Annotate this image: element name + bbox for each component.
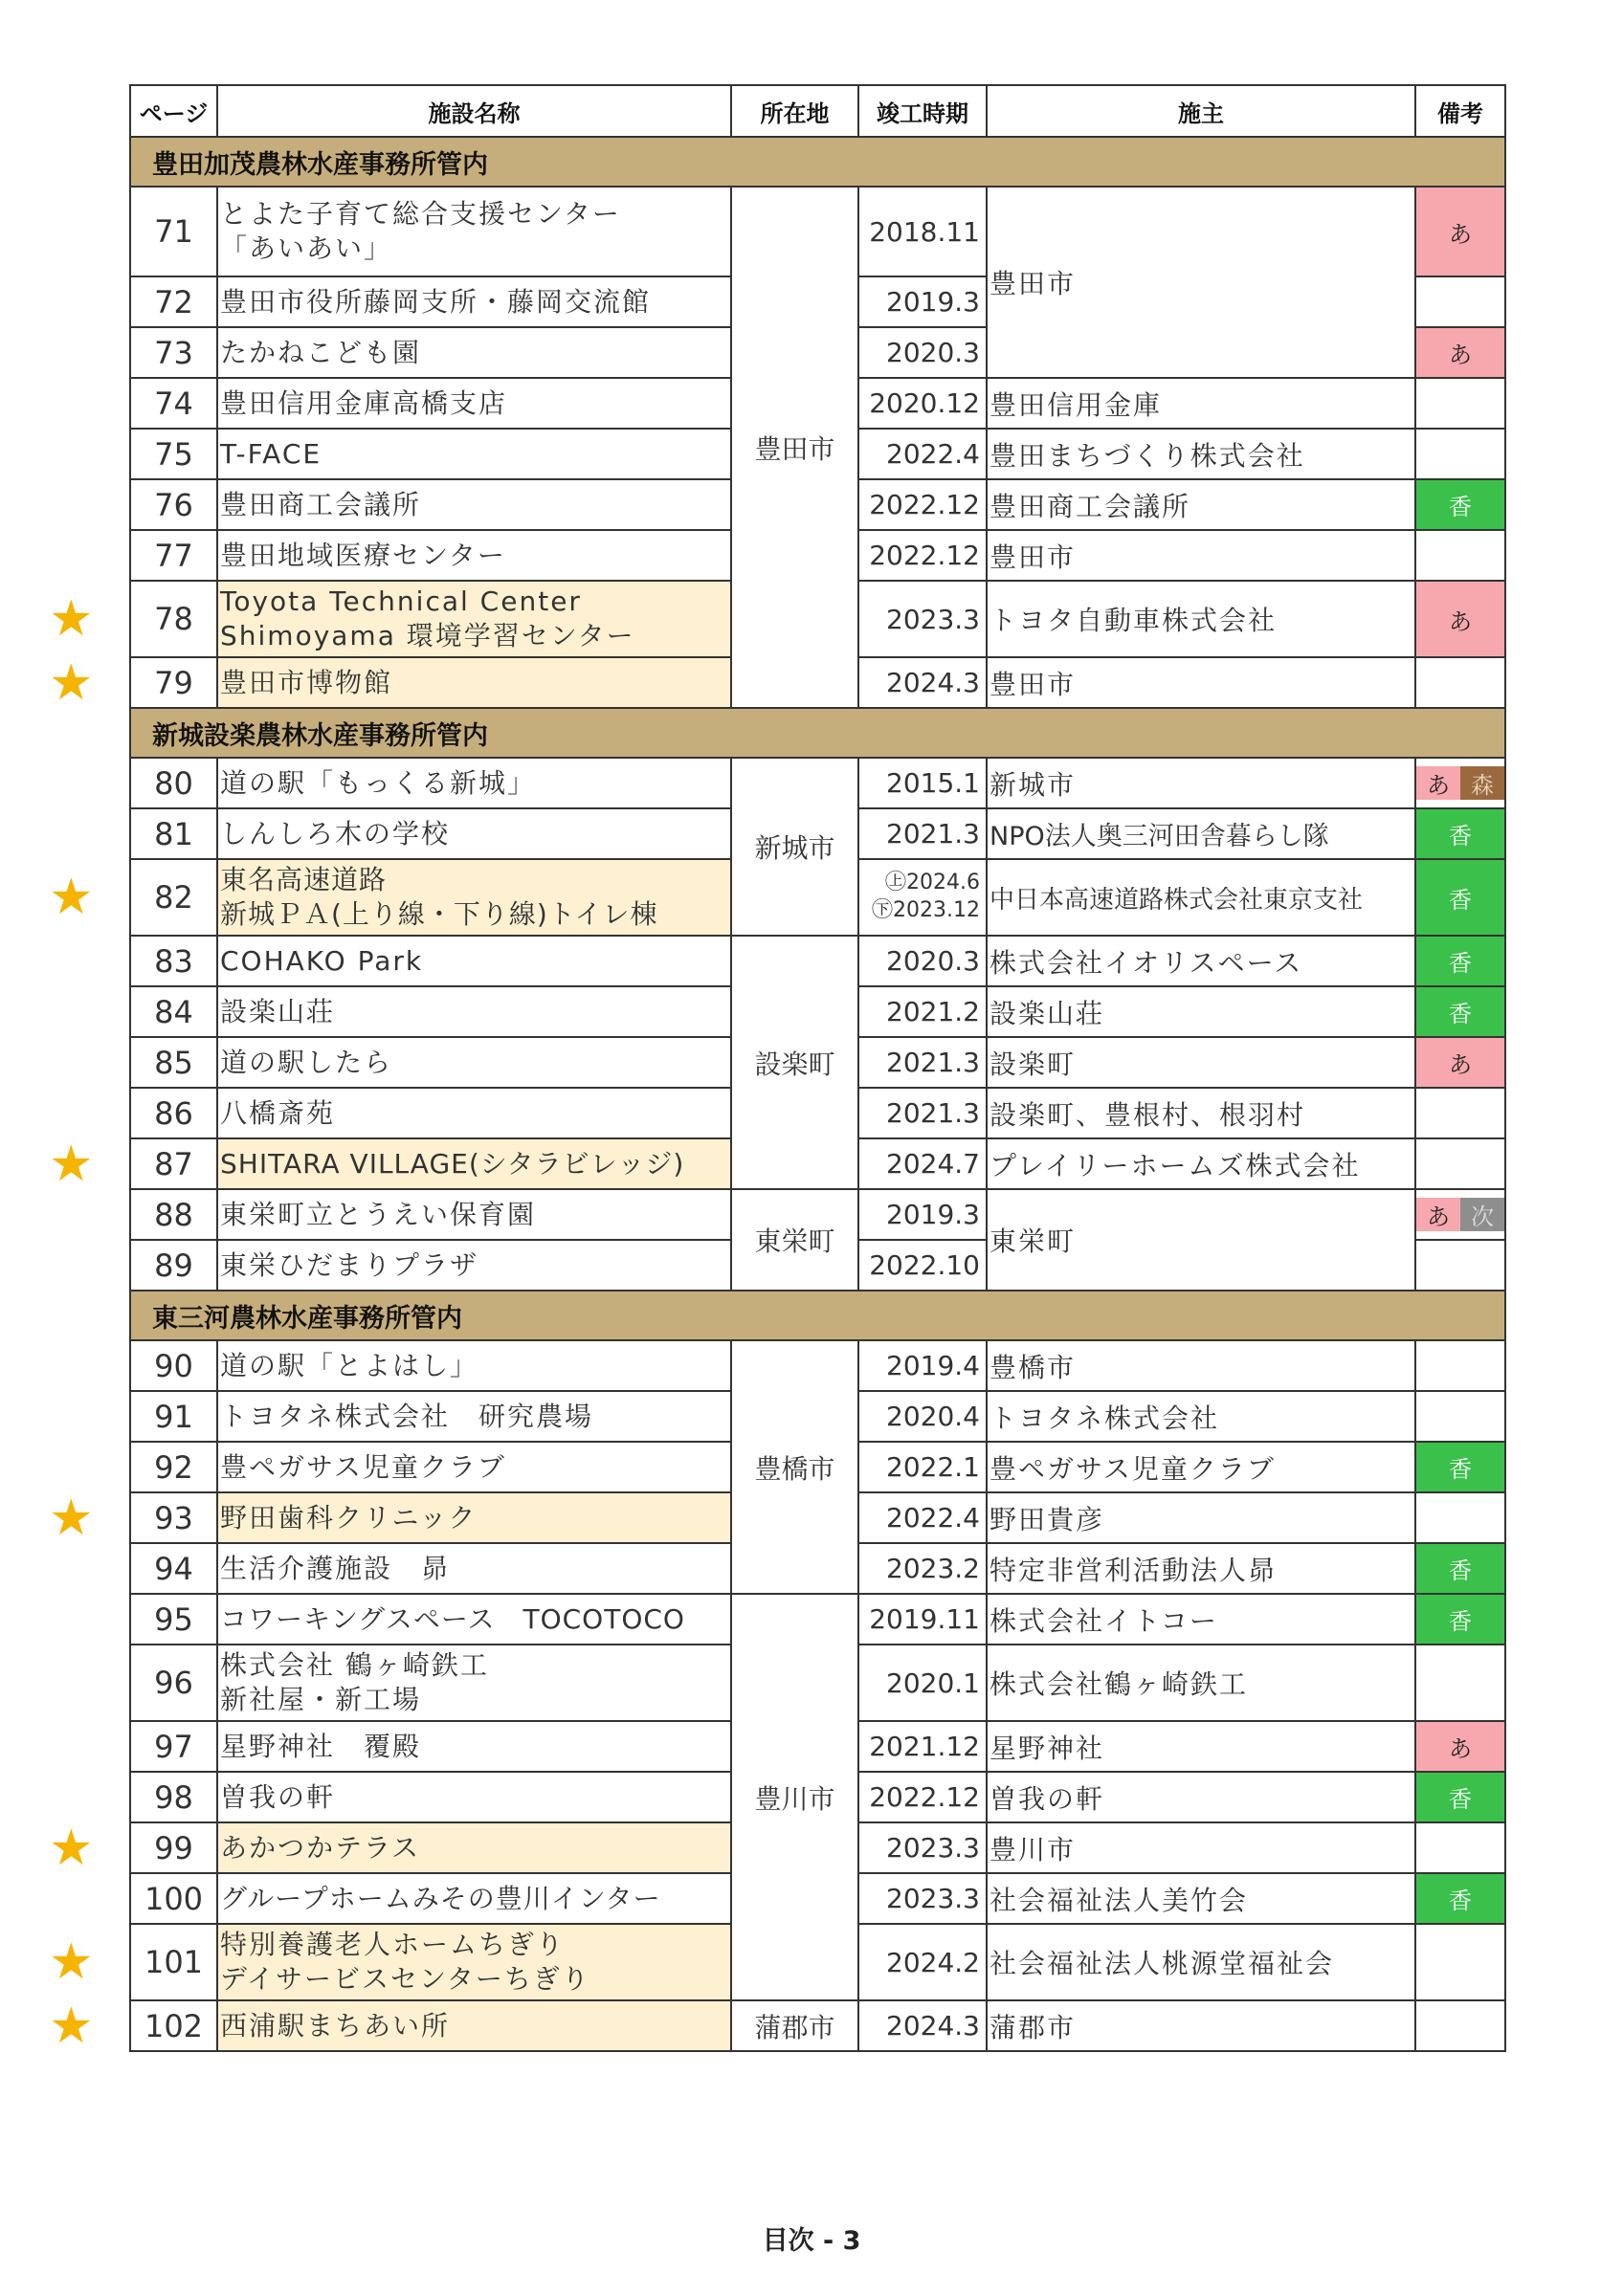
header-owner: 施主 (987, 85, 1415, 137)
completion-date: 2018.11 (858, 187, 987, 276)
page-number: 71 (130, 187, 217, 276)
facility-name: グループホームみその豊川インター (217, 1873, 731, 1924)
remark-badge (1415, 1645, 1505, 1721)
section-title: 東三河農林水産事務所管内 (130, 1291, 1505, 1340)
owner-cell: プレイリーホームズ株式会社 (987, 1138, 1415, 1189)
owner-cell: 豊田信用金庫 (987, 378, 1415, 429)
completion-date: 2024.3 (858, 657, 987, 708)
completion-date: 2015.1 (858, 758, 987, 808)
owner-cell: 蒲郡市 (987, 2000, 1415, 2051)
remark-badge (1415, 758, 1505, 808)
facility-name: Toyota Technical Center Shimoyama 環境学習センター (217, 581, 731, 657)
star-icon: ★ (49, 653, 94, 712)
table-row (130, 187, 1505, 276)
facility-name: 生活介護施設 昴 (217, 1543, 731, 1594)
facility-name: トヨタネ株式会社 研究農場 (217, 1391, 731, 1442)
page-number: 85 (130, 1037, 217, 1088)
remark-badge: 香 (1415, 1442, 1505, 1492)
page-number (49, 1997, 217, 2055)
facility-name: COHAKO Park (217, 936, 731, 986)
page-number (49, 1135, 217, 1193)
facility-name: 豊田商工会議所 (217, 479, 731, 530)
page-number (49, 1489, 217, 1547)
completion-date: 2020.3 (858, 327, 987, 378)
remark-tag: あ (1416, 766, 1460, 800)
remark-tag: あ (1416, 1198, 1460, 1231)
remark-tag: 次 (1460, 1198, 1504, 1231)
owner-cell: 新城市 (987, 758, 1415, 808)
star-icon: ★ (49, 1933, 94, 1991)
location-cell: 設楽町 (731, 936, 858, 1189)
facility-name: しんしろ木の学校 (217, 808, 731, 859)
facility-name: SHITARA VILLAGE(シタラビレッジ) (217, 1138, 731, 1189)
completion-date: 2022.12 (858, 530, 987, 581)
completion-date: 2024.7 (858, 1138, 987, 1189)
page-number: 73 (130, 327, 217, 378)
facility-name: 西浦駅まちあい所 (217, 2000, 731, 2051)
remark-badge (1415, 1088, 1505, 1138)
completion-date: 2022.4 (858, 1492, 987, 1543)
owner-cell: 株式会社鶴ヶ崎鉄工 (987, 1645, 1415, 1721)
owner-cell: 設楽山荘 (987, 986, 1415, 1037)
owner-cell: 社会福祉法人桃源堂福祉会 (987, 1924, 1415, 2000)
location-cell: 豊川市 (731, 1594, 858, 2000)
header-remarks: 備考 (1415, 85, 1505, 137)
facility-name: 豊田市役所藤岡支所・藤岡交流館 (217, 276, 731, 327)
remark-badge: あ (1415, 581, 1505, 657)
page-number-text: 82 (154, 879, 193, 916)
star-icon: ★ (49, 1819, 94, 1877)
remark-badge (1415, 1822, 1505, 1873)
facility-name: とよた子育て総合支援センター 「あいあい」 (217, 187, 731, 276)
completion-date: 2020.3 (858, 936, 987, 986)
remark-badge: 香 (1415, 479, 1505, 530)
completion-date: 2020.4 (858, 1391, 987, 1442)
page-number: 76 (130, 479, 217, 530)
completion-date: ㊤2024.6 ㊦2023.12 (858, 859, 987, 936)
star-icon: ★ (49, 590, 94, 648)
location-cell: 東栄町 (731, 1189, 858, 1291)
owner-cell: 豊橋市 (987, 1340, 1415, 1391)
facility-name: 東栄ひだまりプラザ (217, 1240, 731, 1291)
owner-cell: 設楽町、豊根村、根羽村 (987, 1088, 1415, 1138)
page-number: 75 (130, 429, 217, 479)
facility-name: コワーキングスペース TOCOTOCO (217, 1594, 731, 1645)
owner-cell: 社会福祉法人美竹会 (987, 1873, 1415, 1924)
remark-tag: 森 (1460, 766, 1504, 800)
page-number: 100 (130, 1873, 217, 1924)
facility-name: 道の駅したら (217, 1037, 731, 1088)
page-number-text: 78 (154, 601, 193, 637)
remark-badge: 香 (1415, 859, 1505, 936)
remark-badge (1415, 1240, 1505, 1291)
section-row (130, 708, 1505, 758)
completion-date: 2024.2 (858, 1924, 987, 2000)
page-number: 91 (130, 1391, 217, 1442)
owner-cell: 株式会社イオリスペース (987, 936, 1415, 986)
page-number: 98 (130, 1772, 217, 1822)
page-number: 80 (130, 758, 217, 808)
page-number-text: 99 (154, 1829, 193, 1866)
section-row (130, 1291, 1505, 1340)
remark-badge: 香 (1415, 936, 1505, 986)
owner-cell: トヨタ自動車株式会社 (987, 581, 1415, 657)
page-number: 90 (130, 1340, 217, 1391)
location-cell: 蒲郡市 (731, 2000, 858, 2051)
remark-badge (1415, 1391, 1505, 1442)
page-number: 88 (130, 1189, 217, 1240)
completion-date: 2019.3 (858, 276, 987, 327)
page-number: 81 (130, 808, 217, 859)
page-number-text: 87 (154, 1145, 193, 1182)
completion-date: 2022.12 (858, 1772, 987, 1822)
header-completed: 竣工時期 (858, 85, 987, 137)
page-number: 77 (130, 530, 217, 581)
completion-date: 2019.4 (858, 1340, 987, 1391)
completion-date: 2023.3 (858, 1873, 987, 1924)
star-icon: ★ (49, 1489, 94, 1547)
owner-cell: 株式会社イトコー (987, 1594, 1415, 1645)
table-row (130, 1189, 1505, 1240)
star-icon: ★ (49, 869, 94, 926)
completion-date: 2019.3 (858, 1189, 987, 1240)
owner-cell: 野田貴彦 (987, 1492, 1415, 1543)
facility-name: あかつかテラス (217, 1822, 731, 1873)
owner-cell: 豊田市 (987, 187, 1415, 378)
owner-cell: NPO法人奥三河田舎暮らし隊 (987, 808, 1415, 859)
remark-badge (1415, 2000, 1505, 2051)
completion-date: 2021.3 (858, 808, 987, 859)
completion-date: 2020.12 (858, 378, 987, 429)
facility-name: T-FACE (217, 429, 731, 479)
page-number: 97 (130, 1721, 217, 1772)
star-icon: ★ (49, 1997, 94, 2055)
owner-cell: 豊田商工会議所 (987, 479, 1415, 530)
page-number-text: 93 (154, 1499, 193, 1536)
remark-badge (1415, 1924, 1505, 2000)
page-footer: 目次 - 3 (762, 2226, 861, 2256)
remark-badge: あ (1415, 1721, 1505, 1772)
owner-cell: 豊田市 (987, 530, 1415, 581)
table-row (130, 2000, 1505, 2051)
remark-badge: 香 (1415, 1772, 1505, 1822)
page-number-text: 79 (154, 664, 193, 701)
page-number (49, 859, 217, 936)
page-number-text: 102 (144, 2007, 204, 2044)
facility-name: 豊田信用金庫高橋支店 (217, 378, 731, 429)
facility-name: 道の駅「もっくる新城」 (217, 758, 731, 808)
owner-cell: 豊田まちづくり株式会社 (987, 429, 1415, 479)
completion-date: 2020.1 (858, 1645, 987, 1721)
remark-badge (1415, 1138, 1505, 1189)
owner-cell: 特定非営利活動法人昴 (987, 1543, 1415, 1594)
remark-badge (1415, 429, 1505, 479)
completion-date: 2023.3 (858, 1822, 987, 1873)
section-title: 豊田加茂農林水産事務所管内 (130, 137, 1505, 187)
facility-name: たかねこども園 (217, 327, 731, 378)
location-cell: 豊橋市 (731, 1340, 858, 1594)
table-row (130, 758, 1505, 808)
owner-cell: 豊ペガサス児童クラブ (987, 1442, 1415, 1492)
location-cell: 豊田市 (731, 187, 858, 708)
page-number: 92 (130, 1442, 217, 1492)
owner-cell: 設楽町 (987, 1037, 1415, 1088)
header-location: 所在地 (731, 85, 858, 137)
completion-date: 2021.12 (858, 1721, 987, 1772)
completion-date: 2021.3 (858, 1037, 987, 1088)
page-number: 83 (130, 936, 217, 986)
owner-cell: 星野神社 (987, 1721, 1415, 1772)
completion-date: 2022.10 (858, 1240, 987, 1291)
remark-badge: 香 (1415, 986, 1505, 1037)
owner-cell: 東栄町 (987, 1189, 1415, 1291)
facility-name: 星野神社 覆殿 (217, 1721, 731, 1772)
page-number (49, 581, 217, 657)
owner-cell: 豊田市 (987, 657, 1415, 708)
remark-badge (1415, 1340, 1505, 1391)
page-number: 72 (130, 276, 217, 327)
remark-badge (1415, 378, 1505, 429)
completion-date: 2023.2 (858, 1543, 987, 1594)
facility-name: 東名高速道路 新城ＰＡ(上り線・下り線)トイレ棟 (217, 859, 731, 936)
completion-date: 2021.3 (858, 1088, 987, 1138)
facility-name: 株式会社 鶴ヶ崎鉄工 新社屋・新工場 (217, 1645, 731, 1721)
remark-badge: あ (1415, 187, 1505, 276)
table-row (130, 1340, 1505, 1391)
remark-badge: あ (1415, 327, 1505, 378)
header-name: 施設名称 (217, 85, 731, 137)
remark-badge (1415, 1189, 1505, 1240)
star-icon: ★ (49, 1135, 94, 1193)
location-cell: 新城市 (731, 758, 858, 936)
facility-name: 豊田地域医療センター (217, 530, 731, 581)
remark-badge: 香 (1415, 808, 1505, 859)
page-number: 96 (130, 1645, 217, 1721)
facility-name: 特別養護老人ホームちぎり デイサービスセンターちぎり (217, 1924, 731, 2000)
page-number: 84 (130, 986, 217, 1037)
page-number (49, 1819, 217, 1877)
completion-date: 2022.12 (858, 479, 987, 530)
owner-cell: 中日本高速道路株式会社東京支社 (987, 859, 1415, 936)
owner-cell: トヨタネ株式会社 (987, 1391, 1415, 1442)
remark-badge: 香 (1415, 1543, 1505, 1594)
page-number: 89 (130, 1240, 217, 1291)
remark-badge (1415, 276, 1505, 327)
remark-badge: 香 (1415, 1873, 1505, 1924)
completion-date: 2021.2 (858, 986, 987, 1037)
completion-date: 2023.3 (858, 581, 987, 657)
section-row (130, 137, 1505, 187)
remark-badge (1415, 657, 1505, 708)
remark-badge: あ (1415, 1037, 1505, 1088)
remark-badge: 香 (1415, 1594, 1505, 1645)
completion-date: 2024.3 (858, 2000, 987, 2051)
owner-cell: 豊川市 (987, 1822, 1415, 1873)
completion-date: 2022.4 (858, 429, 987, 479)
page-number: 94 (130, 1543, 217, 1594)
completion-date: 2019.11 (858, 1594, 987, 1645)
facility-name: 曽我の軒 (217, 1772, 731, 1822)
facility-index-table (49, 84, 1506, 2055)
table-row (130, 936, 1505, 986)
page-number (49, 653, 217, 712)
page-number: 95 (130, 1594, 217, 1645)
facility-name: 野田歯科クリニック (217, 1492, 731, 1543)
facility-name: 豊ペガサス児童クラブ (217, 1442, 731, 1492)
header-page: ページ (130, 85, 217, 137)
facility-name: 豊田市博物館 (217, 657, 731, 708)
page-number-text: 101 (144, 1944, 204, 1980)
facility-name: 設楽山荘 (217, 986, 731, 1037)
page-number: 86 (130, 1088, 217, 1138)
facility-name: 八橋斎苑 (217, 1088, 731, 1138)
facility-name: 道の駅「とよはし」 (217, 1340, 731, 1391)
page-number: 74 (130, 378, 217, 429)
remark-badge (1415, 1492, 1505, 1543)
page-number (49, 1924, 217, 2000)
table-row (130, 1594, 1505, 1645)
completion-date: 2022.1 (858, 1442, 987, 1492)
remark-badge (1415, 530, 1505, 581)
table-header (130, 85, 1505, 137)
facility-name: 東栄町立とうえい保育園 (217, 1189, 731, 1240)
owner-cell: 曽我の軒 (987, 1772, 1415, 1822)
section-title: 新城設楽農林水産事務所管内 (130, 708, 1505, 758)
